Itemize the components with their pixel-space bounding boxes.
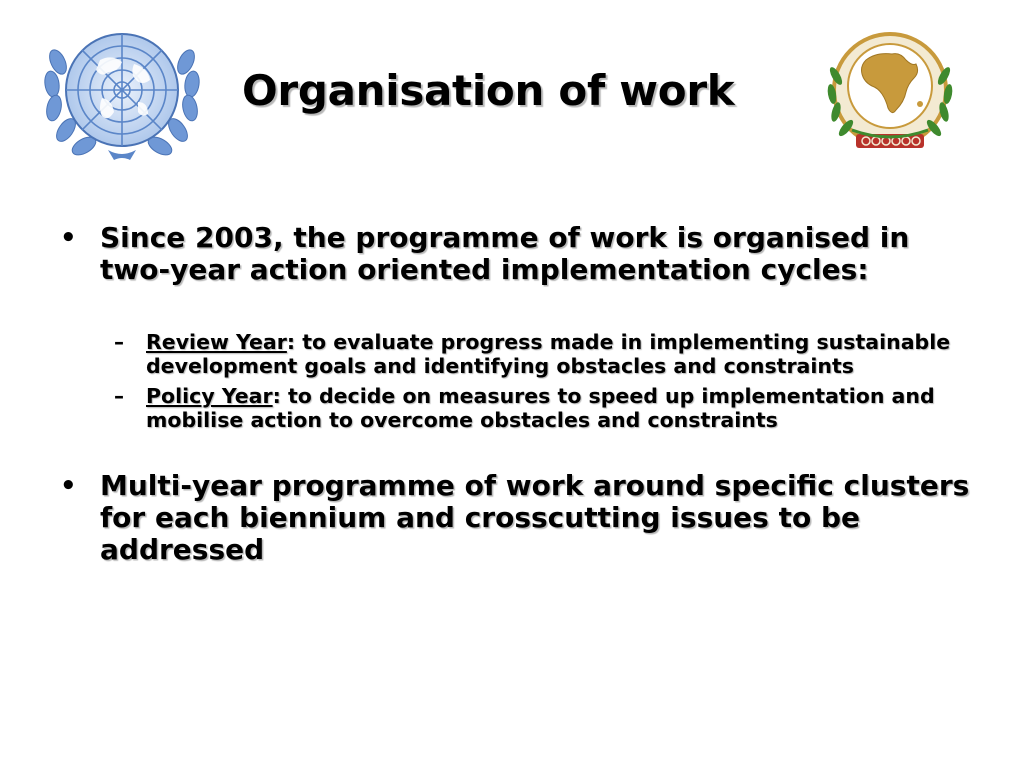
bullet-text: Multi-year programme of work around specific clusters for each biennium and crosscutting issues to be addressed bbox=[100, 469, 970, 566]
sub-bullet-list bbox=[114, 330, 980, 432]
sub-bullet-description: : to decide on measures to speed up implementation and mobilise action to overcome obstacles and constraints bbox=[146, 384, 935, 432]
un-emblem-logo bbox=[42, 22, 202, 164]
sub-bullet-item bbox=[114, 384, 980, 432]
bullet-item bbox=[60, 222, 980, 286]
bullet-item bbox=[60, 470, 980, 566]
sub-bullet-term: Policy Year bbox=[146, 384, 273, 408]
sub-bullet-text bbox=[146, 384, 980, 432]
slide-content bbox=[60, 222, 980, 566]
sub-bullet-marker: – bbox=[114, 330, 124, 354]
sub-bullet-term: Review Year bbox=[146, 330, 287, 354]
sub-bullet-marker: – bbox=[114, 384, 124, 408]
bullet-marker: • bbox=[60, 471, 77, 501]
au-emblem-logo bbox=[822, 30, 958, 158]
bullet-marker: • bbox=[60, 223, 77, 253]
page-title: Organisation of work bbox=[242, 66, 735, 115]
sub-bullet-text bbox=[146, 330, 980, 378]
sub-bullet-description: : to evaluate progress made in implementing sustainable development goals and identifying obstacles and constraints bbox=[146, 330, 951, 378]
bullet-text: Since 2003, the programme of work is organised in two-year action oriented implementation cycles: bbox=[100, 221, 910, 286]
au-emblem-icon bbox=[822, 30, 958, 158]
sub-bullet-item bbox=[114, 330, 980, 378]
un-emblem-icon bbox=[42, 22, 202, 164]
